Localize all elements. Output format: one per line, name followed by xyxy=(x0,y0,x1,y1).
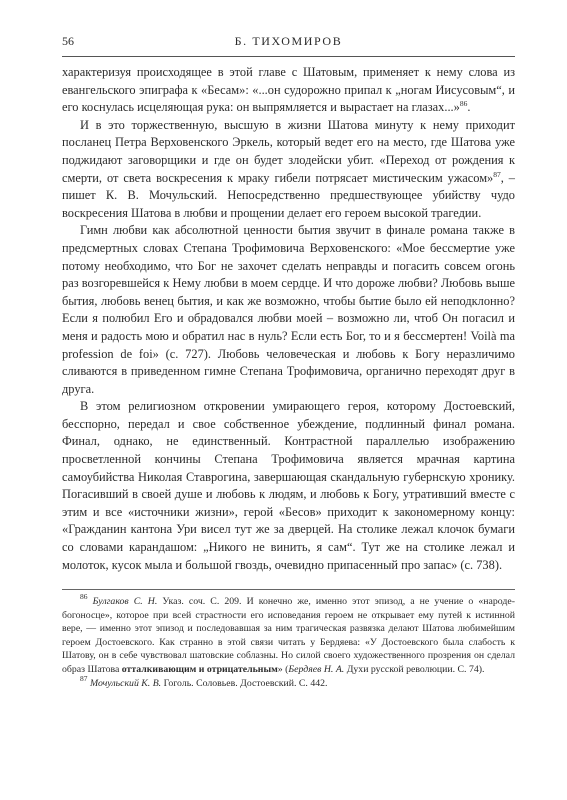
footnote-86-number: 86 xyxy=(80,592,88,601)
footnote-86-cite-author: Бердяев Н. А. xyxy=(288,663,345,675)
footnote-86-text-c: Духи русской революции. С. 74). xyxy=(344,663,485,675)
paragraph-1-end: . xyxy=(467,100,471,115)
paragraph-2-text: И в это торжественную, высшую в жизни Шатова минуту к нему приходит посланец Петра Верховенского Эркель, который ведет его на место, где Шатова уже поджидают заговорщики и где он будет злодейски убит. «Переход от рождения к смерти, от света воскресения к мраку гибели потрясает мистическим ужасом» xyxy=(62,117,515,185)
footnote-87-number: 87 xyxy=(80,673,88,683)
footnotes xyxy=(62,592,515,690)
header-rule xyxy=(62,56,515,57)
footnote-86-text-b: » ( xyxy=(277,663,289,675)
paragraph-2 xyxy=(62,117,515,223)
footnote-rule xyxy=(62,589,515,590)
footnote-86-bold: отталкивающим и отрицательным xyxy=(121,663,278,675)
footnote-87-author: Мочульский К. В. xyxy=(89,677,162,689)
footnote-86-author: Булгаков С. Н. xyxy=(92,596,158,607)
paragraph-4: В этом религиозном откровении умирающего героя, которому Достоевский, бесспорно, передал и свое собственное убеждение, подлинный финал романа. Финал, однако, не единственный. Контрастной параллелью изображению просветленной кончины Степана Трофимовича является мрачная картина самоубийства Николая Ставрогина, завершающая скандальную губернскую хронику. Погасивший в своей душе и любовь к людям, и любовь к Богу, утративший вместе с этим и все «источники жизни», герой «Бесов» приходит к закономерному концу: «Гражданин кантона Ури висел тут же за дверцей. На столике лежал клочок бумаги со словами карандашом: „Никого не винить, я сам“. Тут же на столике лежал и молоток, кусок мыла и большой гвоздь, очевидно припасенный про запас» (с. 738). xyxy=(62,399,515,572)
main-text xyxy=(62,64,515,574)
footnote-86-text: Указ. соч. С. 209. И конечно же, именно этот эпизод, а не учение о «народе-богоносце», которое при всей страстности его исповедания героем не открывает ему путей к истинной вере, — именно этот эпизод и последовавшая за ним трагическая развязка делают Шатова любимейшим героем Достоевского. Как странно в этой связи читать у Бердяева: «У Достоевского была слабость к Шатову, он в себе чувствовал шатовские соблазны. Но силой своего художественного прозрения он сделал образ Шатова xyxy=(62,596,515,675)
footnote-ref-86[interactable]: 86 xyxy=(459,99,468,109)
footnote-ref-87[interactable]: 87 xyxy=(493,169,501,179)
page-number: 56 xyxy=(62,34,74,48)
footnote-87-text: Гоголь. Соловьев. Достоевский. С. 442. xyxy=(161,677,328,689)
paragraph-2-end: , – пишет К. В. Мочульский. Непосредственно предшествующее убийству чудо воскресения Шатова в любви и прощении делает его героем высокой трагедии. xyxy=(62,170,515,220)
footnote-87 xyxy=(62,673,515,691)
paragraph-1-text: характеризуя происходящее в этой главе с Шатовым, применяет к нему слова из евангельского эпиграфа к «Бесам»: «...он судорожно припал к „ногам Иисусовым“, и его коснулась исцеляющая рука: он выпрямляется и вырастает на глазах...» xyxy=(62,65,515,115)
footnote-86 xyxy=(62,592,515,677)
paragraph-3: Гимн любви как абсолютной ценности бытия звучит в финале романа также в предсмертных словах Степана Трофимовича Верховенского: «Мое бессмертие уже потому необходимо, что Бог не захочет сделать неправды и погасить совсем огонь раз возгоревшейся к Нему любви в моем сердце. И что дороже любви? Любовь выше бытия, любовь венец бытия, и как же возможно, чтобы бытие было ей неподклонно? Если я полюбил Его и обрадовался любви моей – возможно ли, чтоб Он погасил и меня и радость мою и обратил нас в нуль? Если есть Бог, то и я бессмертен! Voilà ma profession de foi» (с. 727). Любовь человеческая и любовь к Богу неразличимо сливаются в приведенном гимне Степана Трофимовича, органично переходят друг в друга. xyxy=(62,223,515,396)
paragraph-1 xyxy=(62,64,515,117)
running-title: Б. ТИХОМИРОВ xyxy=(234,34,343,48)
running-head xyxy=(62,34,515,52)
